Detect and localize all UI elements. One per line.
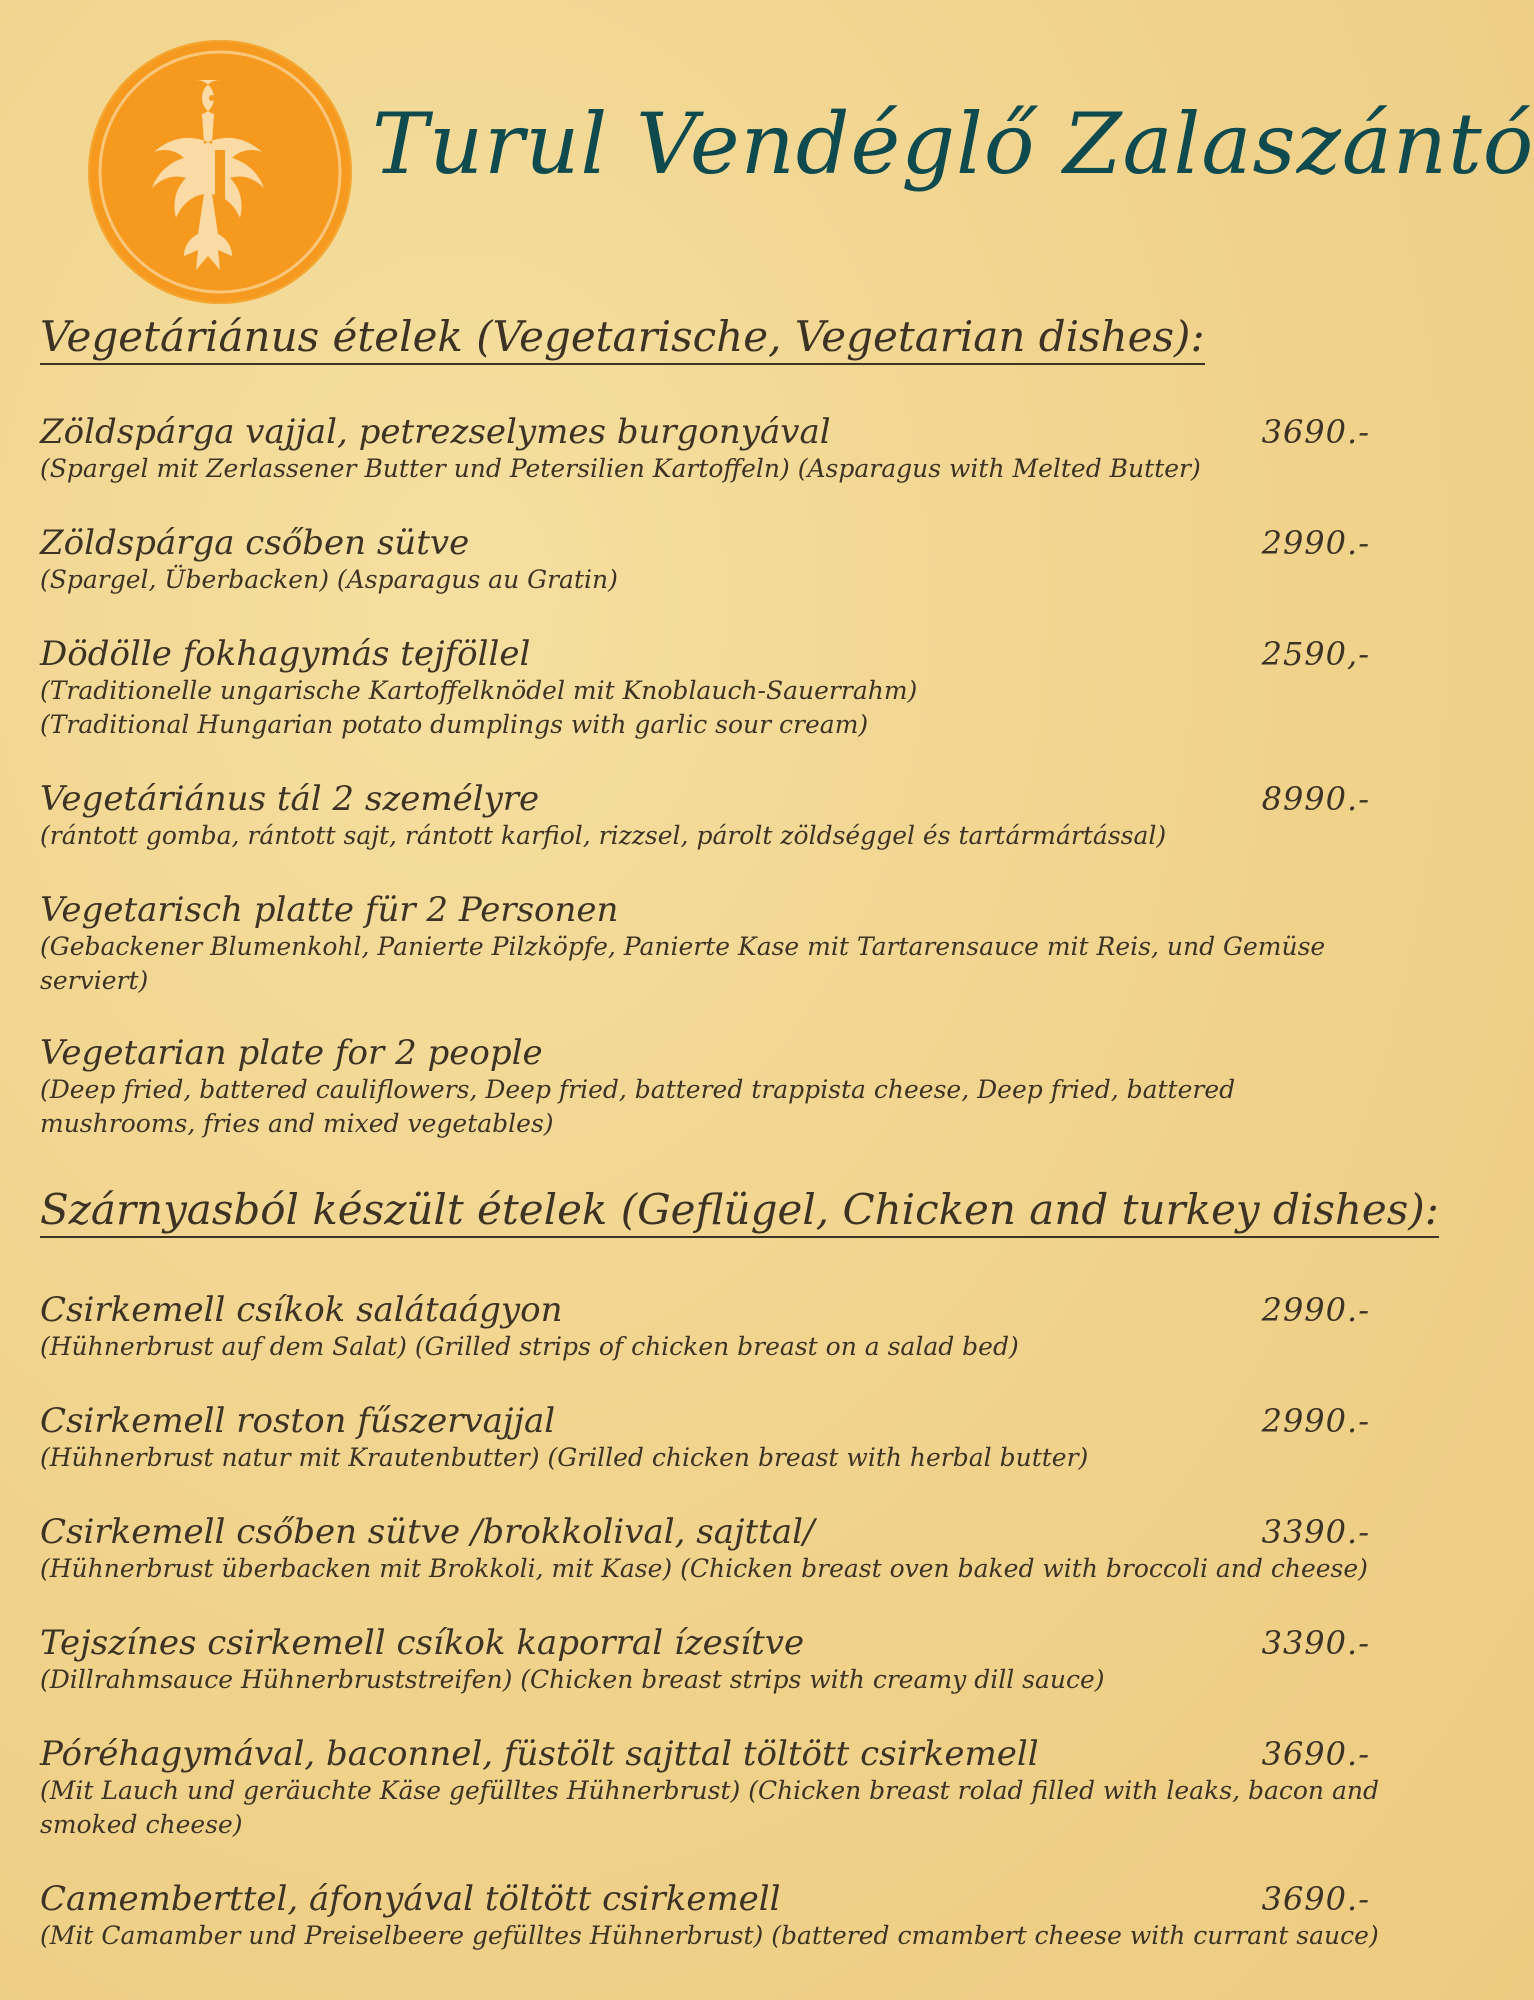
item-name: Vegetáriánus tál 2 személyre — [40, 779, 540, 819]
item-price: 8990.- — [1261, 780, 1370, 818]
item-name: Camemberttel, áfonyával töltött csirkemell — [40, 1879, 781, 1919]
item-description: (Hühnerbrust überbacken mit Brokkoli, mit Kase) (Chicken breast oven baked with broccoli and cheese) — [40, 1554, 1368, 1583]
menu-item — [40, 412, 1380, 486]
item-name: Zöldspárga csőben sütve — [40, 523, 470, 563]
item-description: (Traditional Hungarian potato dumplings with garlic sour cream) — [40, 710, 869, 739]
menu-item — [40, 1290, 1380, 1364]
item-price: 2990.- — [1261, 1291, 1370, 1329]
item-description: (Hühnerbrust auf dem Salat) (Grilled strips of chicken breast on a salad bed) — [40, 1332, 1019, 1361]
menu-item — [40, 779, 1380, 853]
menu-item — [40, 1879, 1380, 1953]
section-heading-poultry: Szárnyasból készült ételek (Geflügel, Chicken and turkey dishes): — [40, 1185, 1439, 1238]
menu-item — [40, 634, 1380, 742]
menu-item — [40, 890, 1380, 998]
item-description: (Dillrahmsauce Hühnerbruststreifen) (Chicken breast strips with creamy dill sauce) — [40, 1665, 1105, 1694]
item-name: Csirkemell csőben sütve /brokkolival, sajttal/ — [40, 1512, 815, 1552]
menu-item — [40, 1033, 1380, 1141]
item-price: 3690.- — [1261, 413, 1370, 451]
item-description: (Deep fried, battered cauliflowers, Deep fried, battered trappista cheese, Deep fried, battered mushrooms, fries and mixed vegetables) — [40, 1075, 1236, 1138]
item-name: Csirkemell csíkok salátaágyon — [40, 1290, 563, 1330]
item-description: (Spargel, Überbacken) (Asparagus au Gratin) — [40, 565, 618, 594]
item-description: (Mit Camamber und Preiselbeere gefülltes Hühnerbrust) (battered cmambert cheese with currant sauce) — [40, 1921, 1379, 1950]
restaurant-logo — [88, 40, 352, 304]
restaurant-title: Turul Vendéglő Zalaszántó — [372, 95, 1534, 193]
item-price: 3690.- — [1261, 1880, 1370, 1918]
item-description: (Hühnerbrust natur mit Krautenbutter) (Grilled chicken breast with herbal butter) — [40, 1443, 1089, 1472]
section-heading-vegetarian: Vegetáriánus ételek (Vegetarische, Vegetarian dishes): — [40, 312, 1205, 365]
turul-bird-icon — [88, 40, 352, 304]
item-description: (Traditionelle ungarische Kartoffelknödel mit Knoblauch-Sauerrahm) — [40, 676, 918, 705]
menu-item — [40, 523, 1380, 597]
item-description: (Mit Lauch und geräuchte Käse gefülltes Hühnerbrust) (Chicken breast rolad filled with leaks, bacon and smoked cheese) — [40, 1776, 1379, 1839]
item-name: Póréhagymával, baconnel, füstölt sajttal töltött csirkemell — [40, 1734, 1039, 1774]
menu-item — [40, 1734, 1380, 1842]
item-name: Tejszínes csirkemell csíkok kaporral ízesítve — [40, 1623, 805, 1663]
item-name: Vegetarisch platte für 2 Personen — [40, 890, 619, 930]
item-price: 3690.- — [1261, 1735, 1370, 1773]
item-description: (rántott gomba, rántott sajt, rántott karfiol, rizzsel, párolt zöldséggel és tartármártással) — [40, 821, 1167, 850]
menu-item — [40, 1623, 1380, 1697]
item-price: 2990.- — [1261, 524, 1370, 562]
item-name: Zöldspárga vajjal, petrezselymes burgonyával — [40, 412, 831, 452]
item-price: 3390.- — [1261, 1513, 1370, 1551]
item-price: 2590,- — [1261, 635, 1370, 673]
item-price: 3390.- — [1261, 1624, 1370, 1662]
item-name: Vegetarian plate for 2 people — [40, 1033, 543, 1073]
item-name: Csirkemell roston fűszervajjal — [40, 1401, 556, 1441]
item-name: Dödölle fokhagymás tejföllel — [40, 634, 531, 674]
item-description: (Gebackener Blumenkohl, Panierte Pilzköpfe, Panierte Kase mit Tartarensauce mit Reis, und Gemüse serviert) — [40, 932, 1326, 995]
menu-item — [40, 1401, 1380, 1475]
item-price: 2990.- — [1261, 1402, 1370, 1440]
item-description: (Spargel mit Zerlassener Butter und Petersilien Kartoffeln) (Asparagus with Melted Butter) — [40, 454, 1201, 483]
menu-item — [40, 1512, 1380, 1586]
